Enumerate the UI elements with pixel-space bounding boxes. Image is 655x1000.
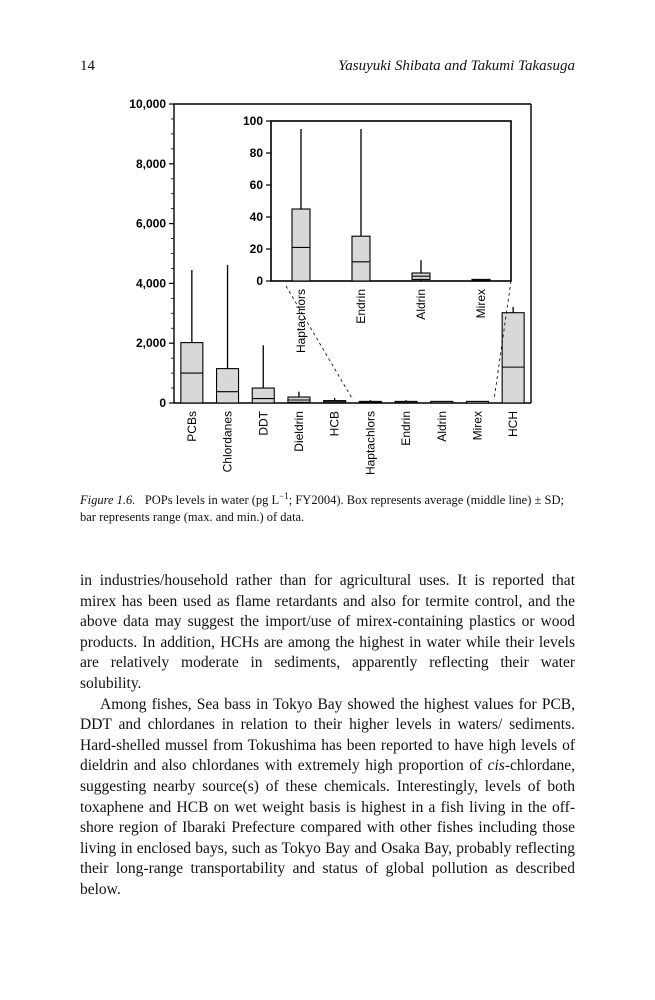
sd-box bbox=[502, 313, 524, 403]
caption-text-a: POPs levels in water (pg L bbox=[144, 493, 280, 508]
caption-text-b: ; FY2004). Box represents average (middle line) ± SD; bar represents range (max. and min.) of data. bbox=[80, 493, 564, 525]
paragraph-2-part-2: -chlordane, suggesting nearby source(s) of these chemicals. Interestingly, levels of both toxaphene and HCB on wet weight basis is highest in a fish living in the off-shore region of Ibaraki Prefecture compared with other fishes including those living in enclosed bays, such as Tokyo Bay and Osaka Bay, probably reflecting their long-range transportability and status of global pollution as described below. bbox=[80, 757, 575, 898]
category-label: Aldrin bbox=[434, 411, 449, 442]
y-tick-label: 0 bbox=[159, 396, 166, 410]
category-label: Haptachlors bbox=[363, 411, 378, 476]
sd-box bbox=[292, 209, 310, 281]
y-tick-label: 6,000 bbox=[135, 216, 166, 231]
paragraph-2-emphasis: cis bbox=[487, 757, 505, 775]
sd-box bbox=[352, 236, 370, 281]
figure-pops-water bbox=[0, 0, 655, 480]
y-tick-label: 0 bbox=[256, 274, 263, 288]
y-tick-label: 40 bbox=[249, 210, 263, 224]
y-tick-label: 8,000 bbox=[135, 156, 166, 171]
category-label: Endrin bbox=[354, 289, 368, 324]
category-label: Chlordanes bbox=[220, 411, 235, 473]
category-label: Haptachlors bbox=[294, 289, 308, 354]
category-label: PCBs bbox=[184, 411, 199, 442]
category-label: Dieldrin bbox=[291, 411, 306, 452]
paragraph-1: in industries/household rather than for agricultural uses. It is reported that mirex has been used as flame retardants and also for termite control, and the above data may suggest the import/use of mirex-containing plastics or wood products. In addition, HCHs are among the highest in water while their levels are relatively moderate in sediments, apparently reflecting their water solubility. bbox=[80, 572, 575, 692]
figure-label: Figure 1.6. bbox=[80, 493, 136, 508]
category-label: HCB bbox=[327, 411, 342, 437]
y-tick-label: 4,000 bbox=[135, 276, 166, 291]
y-tick-label: 80 bbox=[249, 146, 263, 160]
sd-box bbox=[217, 369, 239, 403]
running-title: Yasuyuki Shibata and Takumi Takasuga bbox=[338, 58, 575, 74]
paragraph-2 bbox=[80, 695, 575, 901]
category-label: HCH bbox=[506, 411, 521, 437]
y-tick-label: 60 bbox=[249, 178, 263, 192]
body-text bbox=[80, 571, 575, 901]
figure-caption bbox=[80, 488, 575, 526]
page-number: 14 bbox=[80, 58, 95, 74]
y-tick-label: 2,000 bbox=[135, 336, 166, 351]
y-tick-label: 100 bbox=[242, 114, 263, 128]
category-label: Endrin bbox=[399, 411, 414, 446]
category-label: Aldrin bbox=[414, 289, 428, 320]
category-label: Mirex bbox=[470, 411, 485, 441]
y-tick-label: 20 bbox=[249, 242, 263, 256]
caption-superscript: −1 bbox=[279, 491, 289, 501]
inset-box-plot bbox=[232, 112, 517, 353]
category-label: Mirex bbox=[474, 289, 488, 319]
category-label: DDT bbox=[256, 411, 271, 436]
y-tick-label: 10,000 bbox=[129, 97, 166, 111]
sd-box bbox=[252, 388, 274, 403]
paragraph-2-part-1: Among fishes, Sea bass in Tokyo Bay showed the highest values for PCB, DDT and chlordanes in relation to their higher levels in waters/ sediments. Hard-shelled mussel from Tokushima has been reported to have high levels of dieldrin and also chlordanes with extremely high proportion of bbox=[80, 695, 575, 775]
